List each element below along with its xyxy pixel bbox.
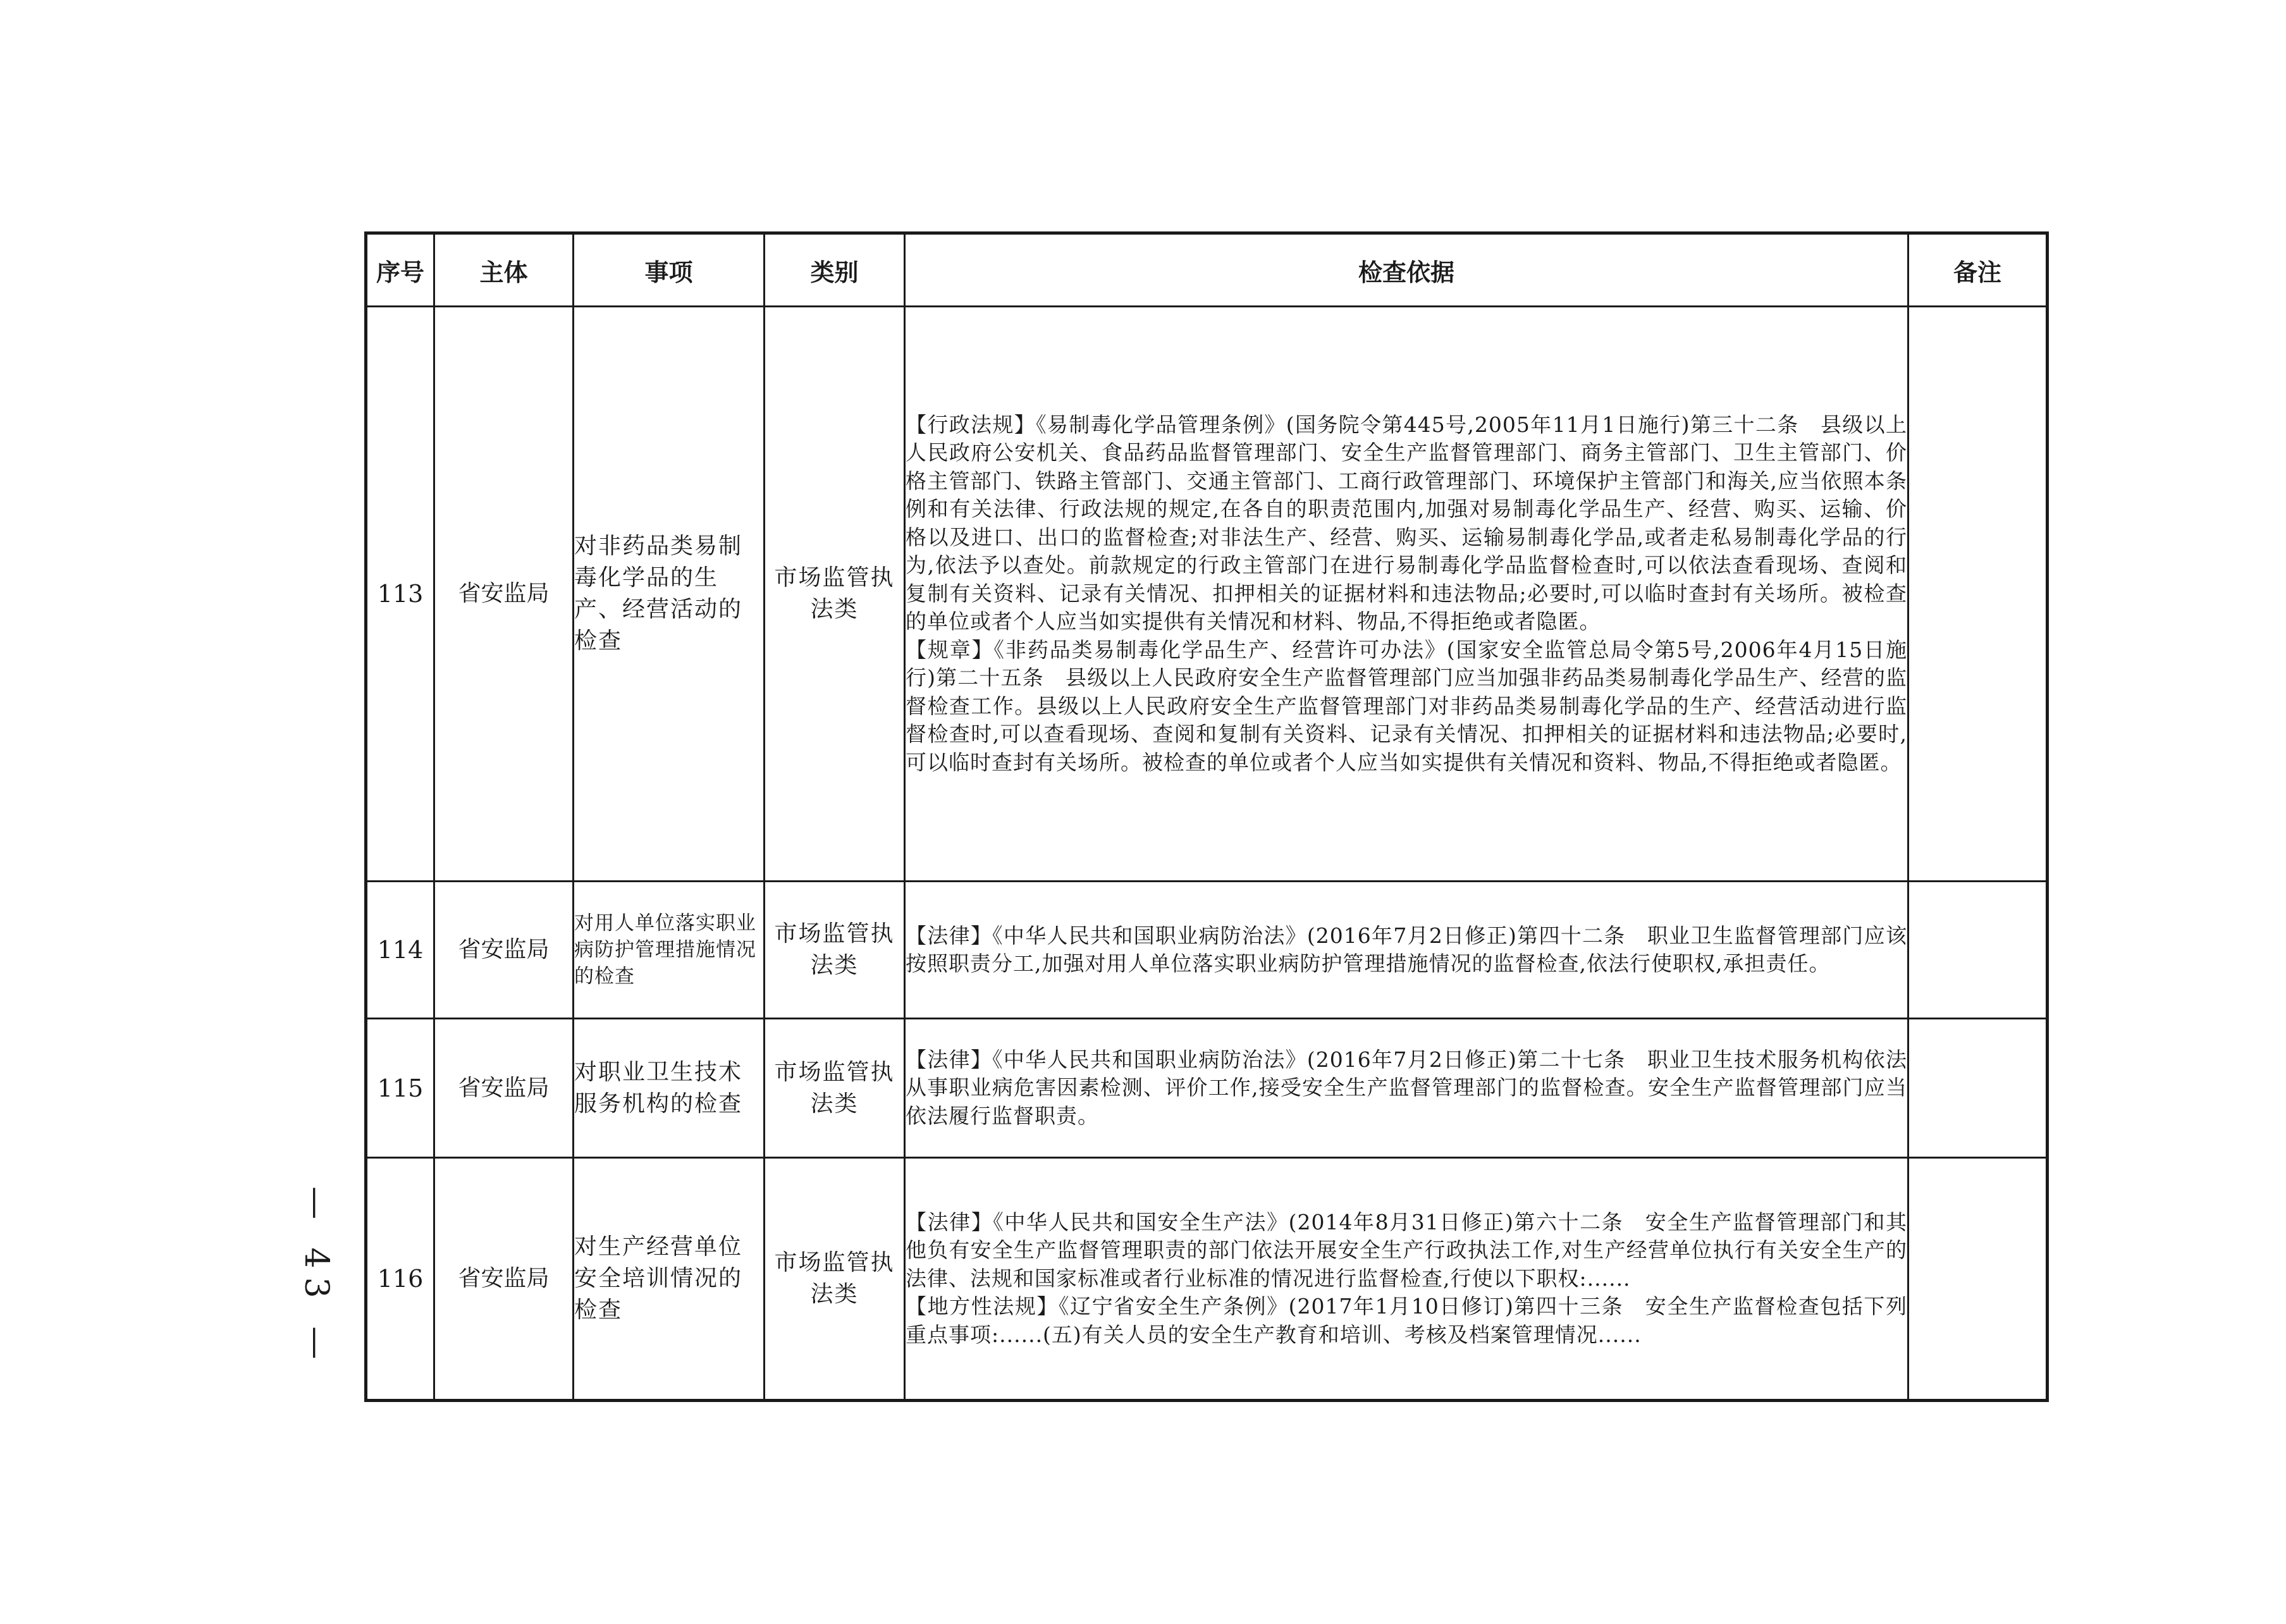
header-subject: 主体: [434, 233, 574, 307]
basis-paragraph: 【行政法规】《易制毒化学品管理条例》(国务院令第445号,2005年11月1日施行)第三十二条 县级以上人民政府公安机关、食品药品监督管理部门、安全生产监督管理部门、商务主管部门、卫生主管部门、价格主管部门、铁路主管部门、交通主管部门、工商行政管理部门、环境保护主管部门和海关,应当依照本条例和有关法律、行政法规的规定,在各自的职责范围内,加强对易制毒化学品生产、经营、购买、运输、价格以及进口、出口的监督检查;对非法生产、经营、购买、运输易制毒化学品,或者走私易制毒化学品的行为,依法予以查处。前款规定的行政主管部门在进行易制毒化学品监督检查时,可以依法查看现场、查阅和复制有关资料、记录有关情况、扣押相关的证据材料和违法物品;必要时,可以临时查封有关场所。被检查的单位或者个人应当如实提供有关情况和材料、物品,不得拒绝或者隐匿。: [906, 412, 1907, 634]
row-subject: 省安监局: [434, 882, 574, 1019]
row-item: 对生产经营单位安全培训情况的检查: [574, 1158, 765, 1401]
row-subject: 省安监局: [434, 1158, 574, 1401]
row-item: 对用人单位落实职业病防护管理措施情况的检查: [574, 882, 765, 1019]
basis-paragraph: 【法律】《中华人民共和国职业病防治法》(2016年7月2日修正)第四十二条 职业卫生监督管理部门应该按照职责分工,加强对用人单位落实职业病防护管理措施情况的监督检查,依法行使职权,承担责任。: [906, 923, 1907, 976]
basis-paragraph: 【规章】《非药品类易制毒化学品生产、经营许可办法》(国家安全监管总局令第5号,2006年4月15日施行)第二十五条 县级以上人民政府安全生产监督管理部门应当加强非药品类易制毒化学品生产、经营的监督检查工作。县级以上人民政府安全生产监督管理部门对非药品类易制毒化学品的生产、经营活动进行监督检查时,可以查看现场、查阅和复制有关资料、记录有关情况、扣押相关的证据材料和违法物品;必要时,可以临时查封有关场所。被检查的单位或者个人应当如实提供有关情况和资料、物品,不得拒绝或者隐匿。: [906, 637, 1907, 775]
row-remark: [1908, 882, 2048, 1019]
row-basis: [905, 307, 1908, 882]
row-basis: [905, 1019, 1908, 1158]
row-seq: 113: [366, 307, 434, 882]
row-seq: 114: [366, 882, 434, 1019]
row-subject: 省安监局: [434, 1019, 574, 1158]
row-remark: [1908, 1158, 2048, 1401]
header-basis: 检查依据: [905, 233, 1908, 307]
row-category: 市场监管执法类: [765, 1158, 905, 1401]
table-row: [366, 1019, 2048, 1158]
row-subject: 省安监局: [434, 307, 574, 882]
basis-paragraph: 【法律】《中华人民共和国职业病防治法》(2016年7月2日修正)第二十七条 职业卫生技术服务机构依法从事职业病危害因素检测、评价工作,接受安全生产监督管理部门的监督检查。安全生产监督管理部门应当依法履行监督职责。: [906, 1047, 1907, 1128]
table-row: [366, 307, 2048, 882]
row-seq: 115: [366, 1019, 434, 1158]
header-remark: 备注: [1908, 233, 2048, 307]
row-category: 市场监管执法类: [765, 307, 905, 882]
row-remark: [1908, 1019, 2048, 1158]
header-category: 类别: [765, 233, 905, 307]
row-basis: [905, 882, 1908, 1019]
row-item: 对职业卫生技术服务机构的检查: [574, 1019, 765, 1158]
page-number: — 43 —: [297, 1186, 335, 1369]
basis-paragraph: 【法律】《中华人民共和国安全生产法》(2014年8月31日修正)第六十二条 安全生产监督管理部门和其他负有安全生产监督管理职责的部门依法开展安全生产行政执法工作,对生产经营单位执行有关安全生产的法律、法规和国家标准或者行业标准的情况进行监督检查,行使以下职权:......: [906, 1209, 1907, 1291]
header-row: [366, 233, 2048, 307]
row-basis: [905, 1158, 1908, 1401]
header-seq: 序号: [366, 233, 434, 307]
row-remark: [1908, 307, 2048, 882]
header-item: 事项: [574, 233, 765, 307]
row-category: 市场监管执法类: [765, 1019, 905, 1158]
table-row: [366, 882, 2048, 1019]
inspection-table: [364, 231, 2049, 1402]
basis-paragraph: 【地方性法规】《辽宁省安全生产条例》(2017年1月10日修订)第四十三条 安全生产监督检查包括下列重点事项:......(五)有关人员的安全生产教育和培训、考核及档案管理情况......: [906, 1294, 1907, 1347]
row-category: 市场监管执法类: [765, 882, 905, 1019]
row-item: 对非药品类易制毒化学品的生产、经营活动的检查: [574, 307, 765, 882]
table-row: [366, 1158, 2048, 1401]
row-seq: 116: [366, 1158, 434, 1401]
